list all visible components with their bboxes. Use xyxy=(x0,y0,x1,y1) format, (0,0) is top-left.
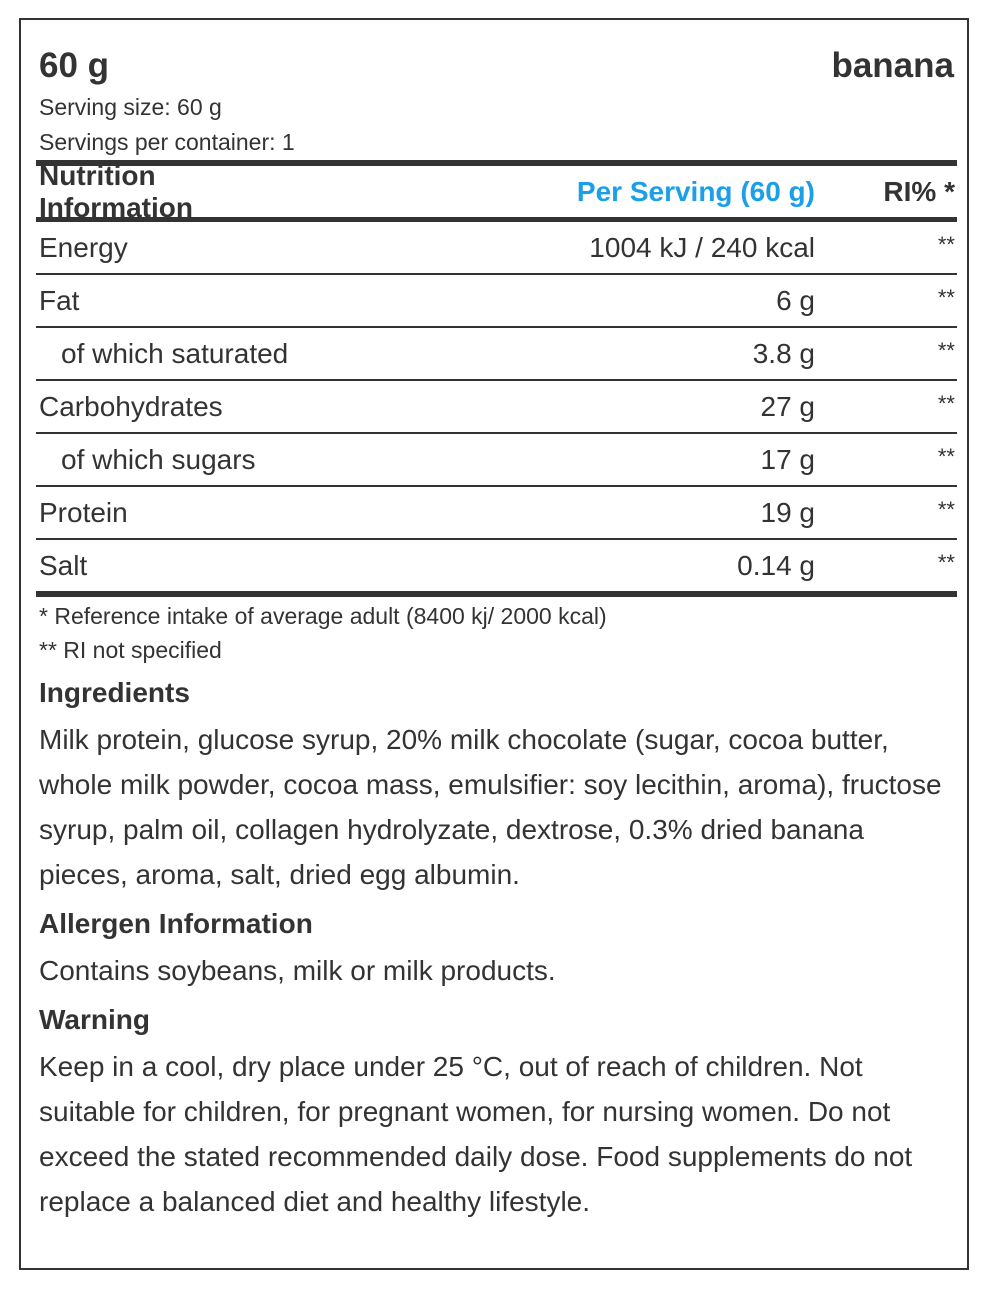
table-header xyxy=(36,159,957,223)
serving-size: Serving size: 60 g xyxy=(39,94,222,120)
section-text: Keep in a cool, dry place under 25 °C, out of reach of children. Not suitable for children, for pregnant women, for nursing women. Do not exceed the stated recommended daily dose. Food supplements do not replace a balanced diet and healthy lifestyle. xyxy=(39,1051,913,1217)
nutrient-ri: ** xyxy=(937,391,955,416)
section-title: Ingredients xyxy=(39,677,190,708)
nutrient-ri: ** xyxy=(937,232,955,257)
table-row xyxy=(36,434,957,485)
table-row xyxy=(36,328,957,379)
section-title: Warning xyxy=(39,1004,150,1035)
nutrient-ri: ** xyxy=(937,497,955,522)
column-nutrition: Nutrition Information xyxy=(39,159,193,223)
label-header xyxy=(36,20,957,86)
nutrient-value: 17 g xyxy=(760,443,815,475)
nutrient-name: Carbohydrates xyxy=(39,390,223,422)
table-row xyxy=(36,487,957,538)
nutrient-name: Salt xyxy=(39,549,88,581)
section-text: Milk protein, glucose syrup, 20% milk chocolate (sugar, cocoa butter, whole milk powder, cocoa mass, emulsifier: soy lecithin, aroma), fructose syrup, palm oil, collagen hydrolyzate, dextrose, 0.3% dried banana pieces, aroma, salt, dried egg albumin. xyxy=(39,724,942,890)
nutrient-value: 6 g xyxy=(776,284,815,316)
table-row xyxy=(36,222,957,273)
nutrient-name: Energy xyxy=(39,231,128,263)
column-ri: RI% * xyxy=(883,175,955,207)
nutrient-value: 1004 kJ / 240 kcal xyxy=(589,231,815,263)
nutrient-ri: ** xyxy=(937,550,955,575)
nutrient-value: 3.8 g xyxy=(752,337,815,369)
footnote: * Reference intake of average adult (8400 kj/ 2000 kcal) xyxy=(39,603,607,629)
section-title: Allergen Information xyxy=(39,908,313,939)
section-text: Contains soybeans, milk or milk products. xyxy=(39,955,556,986)
nutrient-value: 19 g xyxy=(760,496,815,528)
nutrient-value: 27 g xyxy=(760,390,815,422)
nutrition-label xyxy=(19,18,969,1270)
nutrient-ri: ** xyxy=(937,338,955,363)
nutrient-ri: ** xyxy=(937,285,955,310)
nutrient-name: of which saturated xyxy=(61,337,289,369)
table-row xyxy=(36,381,957,432)
column-per-serving: Per Serving (60 g) xyxy=(576,175,815,207)
table-row xyxy=(36,275,957,326)
servings-per-container: Servings per container: 1 xyxy=(39,129,295,155)
flavor: banana xyxy=(831,46,954,85)
nutrient-name: of which sugars xyxy=(61,443,256,475)
nutrient-value: 0.14 g xyxy=(737,549,815,581)
nutrient-name: Protein xyxy=(39,496,128,528)
nutrient-name: Fat xyxy=(39,284,80,316)
table-row xyxy=(36,540,957,591)
divider xyxy=(36,591,957,597)
footnote: ** RI not specified xyxy=(39,637,222,663)
amount: 60 g xyxy=(39,46,110,85)
nutrient-ri: ** xyxy=(937,444,955,469)
